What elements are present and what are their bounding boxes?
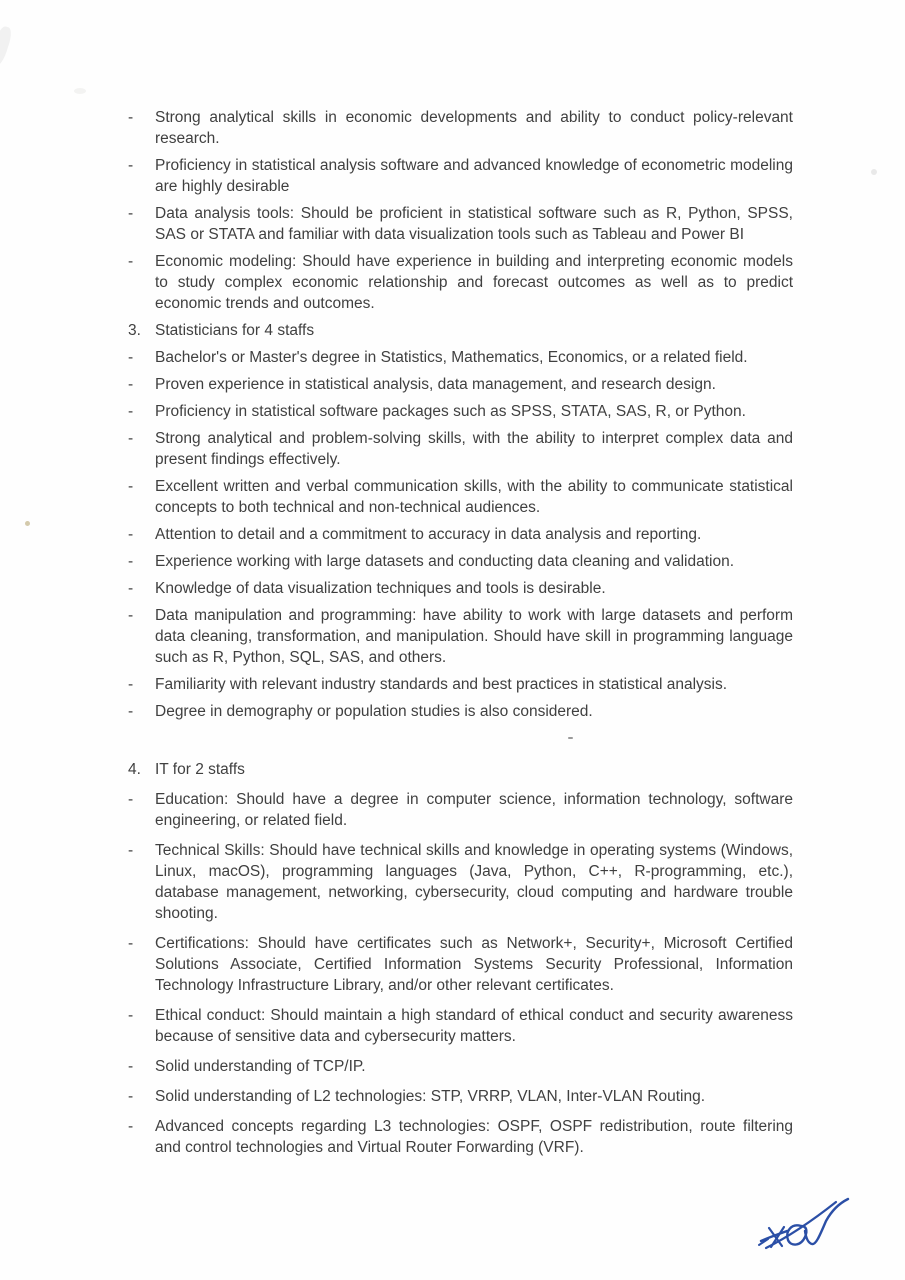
list-item [128, 107, 793, 149]
list-item [128, 674, 793, 695]
list-item [128, 251, 793, 314]
item-text: Proficiency in statistical analysis software and advanced knowledge of econometric modeling are highly desirable [155, 157, 793, 195]
item-text: Statisticians for 4 staffs [155, 322, 315, 339]
bullet-marker: - [128, 607, 134, 624]
item-text: Data manipulation and programming: have ability to work with large datasets and perform data cleaning, transformation, and manipulation. Should have skill in programming language such as R, Python, SQL, SAS, and others. [155, 607, 793, 666]
item-text: Solid understanding of TCP/IP. [155, 1058, 366, 1075]
item-text: Bachelor's or Master's degree in Statistics, Mathematics, Economics, or a related field. [155, 349, 748, 366]
item-text: Economic modeling: Should have experience in building and interpreting economic models to study complex economic relationship and forecast outcomes as well as to predict economic trends and outcomes. [155, 253, 793, 312]
list-item [128, 1086, 793, 1107]
list-item [128, 401, 793, 422]
list-item [128, 347, 793, 368]
list-item [128, 476, 793, 518]
bullet-marker: - [128, 1058, 134, 1075]
handwritten-signature [745, 1188, 865, 1266]
item-text: Technical Skills: Should have technical skills and knowledge in operating systems (Windows, Linux, macOS), programming languages (Java, Python, C++, R-programming, etc.), database management, networking, cybersecurity, cloud computing and hardware trouble shooting. [155, 842, 793, 922]
item-text: Education: Should have a degree in computer science, information technology, software engineering, or related field. [155, 791, 793, 829]
bullet-marker: - [128, 403, 134, 420]
item-text: Excellent written and verbal communication skills, with the ability to communicate statistical concepts to both technical and non-technical audiences. [155, 478, 793, 516]
bullet-marker: - [128, 109, 134, 126]
list-item [128, 428, 793, 470]
list-item [128, 1005, 793, 1047]
item-text: Proven experience in statistical analysis, data management, and research design. [155, 376, 716, 393]
number-marker: 4. [128, 761, 141, 778]
bullet-marker: - [128, 430, 134, 447]
item-text: Ethical conduct: Should maintain a high standard of ethical conduct and security awareness because of sensitive data and cybersecurity matters. [155, 1007, 793, 1045]
list-item [128, 933, 793, 996]
item-text: Advanced concepts regarding L3 technologies: OSPF, OSPF redistribution, route filtering and control technologies and Virtual Router Forwarding (VRF). [155, 1118, 793, 1156]
scan-artifact [25, 521, 30, 526]
bullet-marker: - [128, 349, 134, 366]
bullet-marker: - [128, 526, 134, 543]
item-text: Strong analytical and problem-solving skills, with the ability to interpret complex data and present findings effectively. [155, 430, 793, 468]
bullet-marker: - [128, 1088, 134, 1105]
bullet-marker: - [128, 1118, 134, 1135]
bullet-marker: - [128, 157, 134, 174]
section-heading [128, 320, 793, 341]
item-text: Proficiency in statistical software packages such as SPSS, STATA, SAS, R, or Python. [155, 403, 746, 420]
bullet-marker: - [128, 376, 134, 393]
document-content [128, 107, 793, 1158]
list-item [128, 578, 793, 599]
list-item [128, 789, 793, 831]
bullet-marker: - [128, 478, 134, 495]
list-item [128, 551, 793, 572]
bullet-marker: - [128, 676, 134, 693]
item-text: IT for 2 staffs [155, 761, 245, 778]
list-item [128, 203, 793, 245]
bullet-marker: - [128, 553, 134, 570]
bullet-marker: - [128, 580, 134, 597]
list-item [128, 840, 793, 924]
list-item [128, 155, 793, 197]
item-text: Data analysis tools: Should be proficient in statistical software such as R, Python, SPSS, SAS or STATA and familiar with data visualization tools such as Tableau and Power BI [155, 205, 793, 243]
item-text: Knowledge of data visualization techniques and tools is desirable. [155, 580, 606, 597]
item-text: Experience working with large datasets and conducting data cleaning and validation. [155, 553, 735, 570]
list-item [128, 524, 793, 545]
bullet-marker: - [128, 703, 134, 720]
item-text: Degree in demography or population studies is also considered. [155, 703, 593, 720]
item-text: Attention to detail and a commitment to accuracy in data analysis and reporting. [155, 526, 702, 543]
bullet-marker: - [128, 791, 134, 808]
section-heading [128, 759, 793, 780]
item-text: Familiarity with relevant industry standards and best practices in statistical analysis. [155, 676, 728, 693]
number-marker: 3. [128, 322, 141, 339]
list-item [128, 1116, 793, 1158]
item-text: Strong analytical skills in economic developments and ability to conduct policy-relevant research. [155, 109, 793, 147]
list-item [128, 701, 793, 722]
item-text: Certifications: Should have certificates such as Network+, Security+, Microsoft Certified Solutions Associate, Certified Information Systems Security Professional, Information Technology Infrastructure Library, and/or other relevant certificates. [155, 935, 793, 994]
list-item [128, 1056, 793, 1077]
item-text: Solid understanding of L2 technologies: STP, VRRP, VLAN, Inter-VLAN Routing. [155, 1088, 706, 1105]
bullet-marker: - [128, 935, 134, 952]
list-item [128, 605, 793, 668]
scan-artifact [74, 88, 86, 94]
bullet-marker: - [128, 253, 134, 270]
bullet-marker: - [128, 1007, 134, 1024]
scan-artifact [0, 25, 14, 67]
scan-artifact [871, 169, 877, 175]
bullet-marker: - [128, 205, 134, 222]
bullet-marker: - [128, 842, 134, 859]
list-item [128, 374, 793, 395]
